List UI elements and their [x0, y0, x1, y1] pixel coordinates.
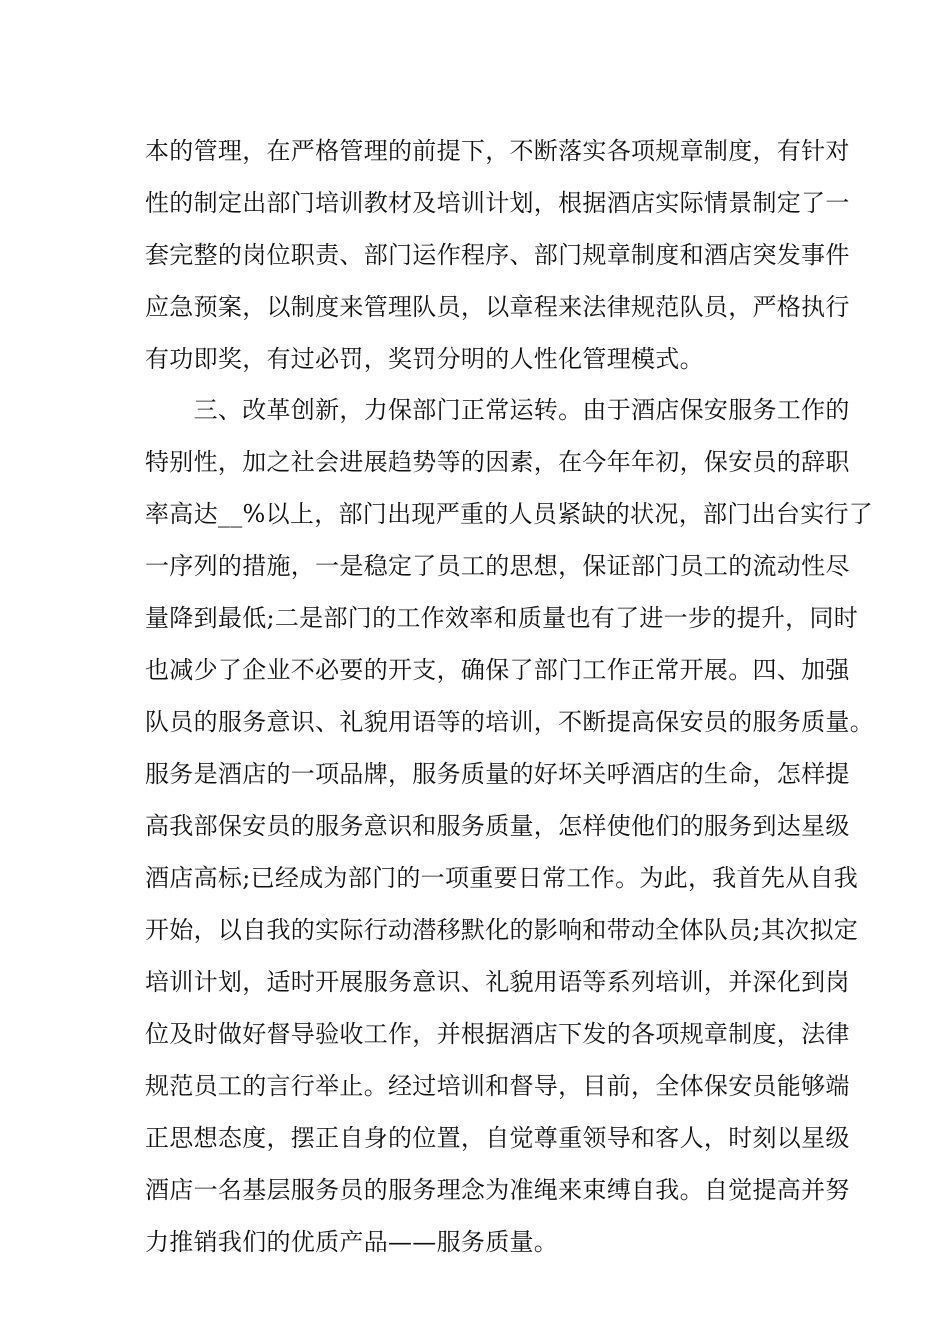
text-line: 一序列的措施，一是稳定了员工的思想，保证部门员工的流动性尽: [145, 552, 850, 580]
text-line: 有功即奖，有过必罚，奖罚分明的人性化管理模式。: [145, 345, 704, 373]
text-line: 服务是酒店的一项品牌，服务质量的好坏关呼酒店的生命，怎样提: [145, 760, 850, 788]
text-line: 应急预案，以制度来管理队员，以章程来法律规范队员，严格执行: [145, 293, 850, 321]
text-line: 率高达__%以上，部门出现严重的人员紧缺的状况，部门出台实行了: [145, 500, 874, 528]
text-line: 性的制定出部门培训教材及培训计划，根据酒店实际情景制定了一: [145, 189, 850, 217]
text-line: 开始，以自我的实际行动潜移默化的影响和带动全体队员;其次拟定: [145, 916, 859, 944]
text-line: 量降到最低;二是部门的工作效率和质量也有了进一步的提升，同时: [145, 604, 859, 632]
text-line: 本的管理，在严格管理的前提下，不断落实各项规章制度，有针对: [145, 137, 850, 165]
text-line: 套完整的岗位职责、部门运作程序、部门规章制度和酒店突发事件: [145, 241, 850, 269]
text-line: 培训计划，适时开展服务意识、礼貌用语等系列培训，并深化到岗: [145, 968, 850, 996]
text-line: 正思想态度，摆正自身的位置，自觉尊重领导和客人，时刻以星级: [145, 1124, 850, 1152]
text-line: 特别性，加之社会进展趋势等的因素，在今年年初，保安员的辞职: [145, 448, 850, 476]
text-line: 位及时做好督导验收工作，并根据酒店下发的各项规章制度，法律: [145, 1020, 850, 1048]
text-line: 酒店一名基层服务员的服务理念为准绳来束缚自我。自觉提高并努: [145, 1176, 850, 1204]
text-line: 规范员工的言行举止。经过培训和督导，目前，全体保安员能够端: [145, 1072, 850, 1100]
text-line: 酒店高标;已经成为部门的一项重要日常工作。为此，我首先从自我: [145, 864, 859, 892]
text-line: 高我部保安员的服务意识和服务质量，怎样使他们的服务到达星级: [145, 812, 850, 840]
text-line: 队员的服务意识、礼貌用语等的培训，不断提高保安员的服务质量。: [145, 708, 874, 736]
text-line: 三、改革创新，力保部门正常运转。由于酒店保安服务工作的: [145, 396, 850, 424]
text-line: 也减少了企业不必要的开支，确保了部门工作正常开展。四、加强: [145, 656, 850, 684]
text-line: 力推销我们的优质产品——服务质量。: [145, 1228, 559, 1256]
